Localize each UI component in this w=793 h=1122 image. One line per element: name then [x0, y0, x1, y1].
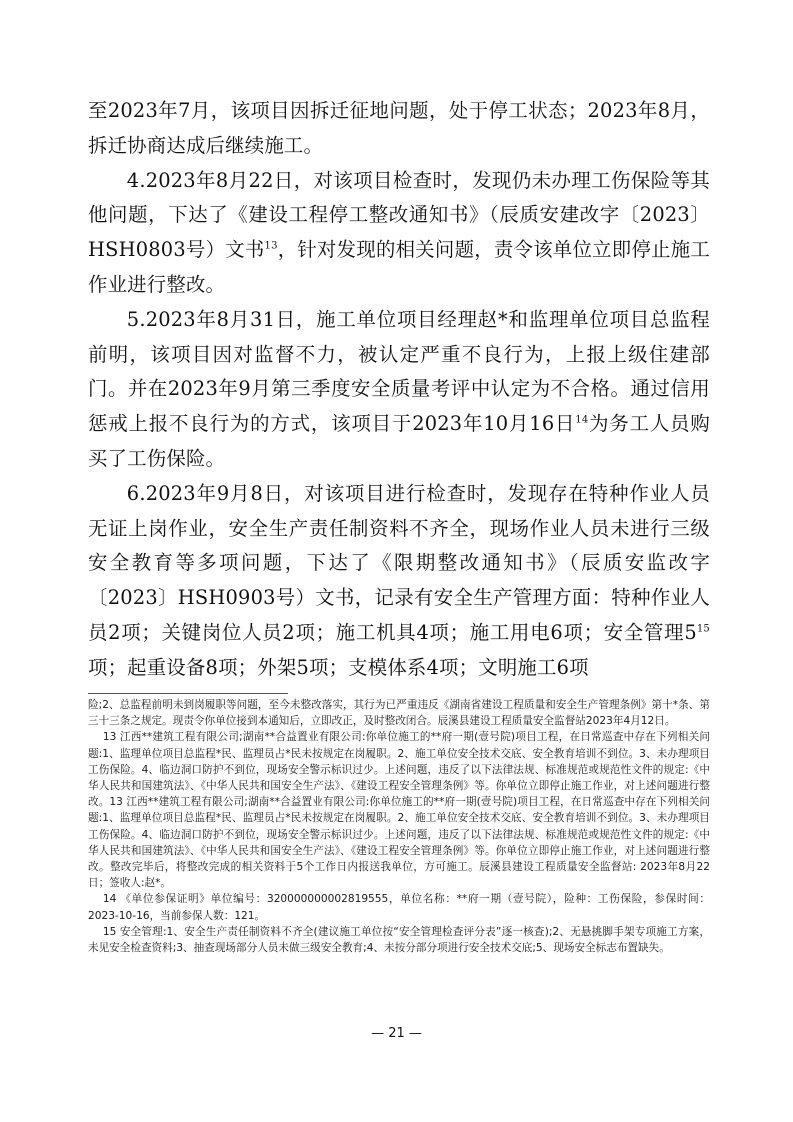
paragraph-2 — [88, 164, 710, 303]
paragraph-4-text-a: 6.2023年9月8日，对该项目进行检查时，发现存在特种作业人员无证上岗作业，安全生产责任制资料不齐全，现场作业人员未进行三级安全教育等多项问题，下达了《限期整改通知书》（辰质安监改字〔2023〕HSH0903号）文书，记录有安全生产管理方面：特种作业人员2项；关键岗位人员2项；施工机具4项；施工用电6项；安全管理5 — [88, 481, 710, 644]
footnote-14: 14 《单位参保证明》单位编号：320000000002819555，单位名称：**府一期（壹号院），险种：工伤保险，参保时间：2023-10-16，当前参保人数：121。 — [88, 893, 710, 922]
footnote-ref-15[interactable]: 15 — [696, 623, 710, 635]
paragraph-2-text-a: 4.2023年8月22日，对该项目检查时，发现仍未办理工伤保险等其他问题，下达了《建设工程停工整改通知书》（辰质安建改字〔2023〕HSH0803号）文书 — [88, 168, 710, 262]
footnote-15: 15 安全管理:1、安全生产责任制资料不齐全(建议施工单位按“安全管理检查评分表”逐一核查);2、无悬挑脚手架专项施工方案，未见安全检查资料;3、抽查现场部分人员未做三级安全教育;4、未按分部分项进行安全技术交底;5、现场安全标志布置缺失。 — [88, 925, 710, 955]
main-text — [88, 94, 710, 686]
paragraph-4 — [88, 477, 710, 686]
footnote-ref-14[interactable]: 14 — [575, 414, 589, 426]
footnote-ref-13[interactable]: 13 — [264, 240, 278, 252]
page-number: — 21 — — [371, 1026, 422, 1041]
paragraph-3-text-a: 5.2023年8月31日，施工单位项目经理赵*和监理单位项目总监程前明，该项目因对监督不力，被认定严重不良行为，上报上级住建部门。并在2023年9月第三季度安全质量考评中认定为不合格。通过信用惩戒上报不良行为的方式，该项目于2023年10月16日 — [88, 307, 710, 436]
footnote-separator — [88, 693, 288, 694]
paragraph-3 — [88, 303, 710, 477]
footnotes — [88, 697, 710, 956]
footnote-continuation: 险;2、总监程前明未到岗履职等问题，至今未整改落实，其行为已严重违反《湖南省建设工程质量和安全生产管理条例》第十*条、第三十三条之规定。现责令你单位接到本通知后，立即改正，及时整改闭合。辰溪县建设工程质量安全监督站2023年4月12日。 — [88, 699, 710, 728]
paragraph-4-text-b: 项；起重设备8项；外架5项；支模体系4项；文明施工6项 — [88, 655, 589, 679]
footnote-13: 13 江西**建筑工程有限公司;湖南**合益置业有限公司:你单位施工的**府一期(壹号院)项目工程，在日常巡查中存在下列相关问题:1、监理单位项目总监程*民、监理员占*民未按规定在岗履职。2、施工单位安全技术交底、安全教育培训不到位。3、未办理项目工伤保险。4、临边洞口防护不到位，现场安全警示标识过少。上述问题，违反了以下法律法规、标准规范或规范性文件的规定:《中华人民共和国建筑法》、《中华人民共和国安全生产法》、《建设工程安全管理条例》等。你单位立即停止施工作业，对上述问题进行整改。13 江西**建筑工程有限公司;湖南**合益置业有限公司:你单位施工的**府一期(壹号院)项目工程，在日常巡查中存在下列相关问题:1、监理单位项目总监程*民、监理员占*民未按规定在岗履职。2、施工单位安全技术交底、安全教育培训不到位。3、未办理项目工伤保险。4、临边洞口防护不到位，现场安全警示标识过少。上述问题，违反了以下法律法规、标准规范或规范性文件的规定:《中华人民共和国建筑法》、《中华人民共和国安全生产法》、《建设工程安全管理条例》等。你单位立即停止施工作业，对上述问题进行整改。整改完毕后，将整改完成的相关资料于5个工作日内报送我单位，方可施工。辰溪县建设工程质量安全监督站: 2023年8月22日；签收人:赵*。 — [88, 731, 710, 890]
paragraph-1: 至2023年7月，该项目因拆迁征地问题，处于停工状态；2023年8月，拆迁协商达成后继续施工。 — [88, 99, 710, 157]
paragraph-3-text-b: 为务工人员购买了工伤保险。 — [88, 412, 710, 470]
paragraph-2-text-b: ，针对发现的相关问题，责令该单位立即停止施工作业进行整改。 — [88, 238, 710, 296]
